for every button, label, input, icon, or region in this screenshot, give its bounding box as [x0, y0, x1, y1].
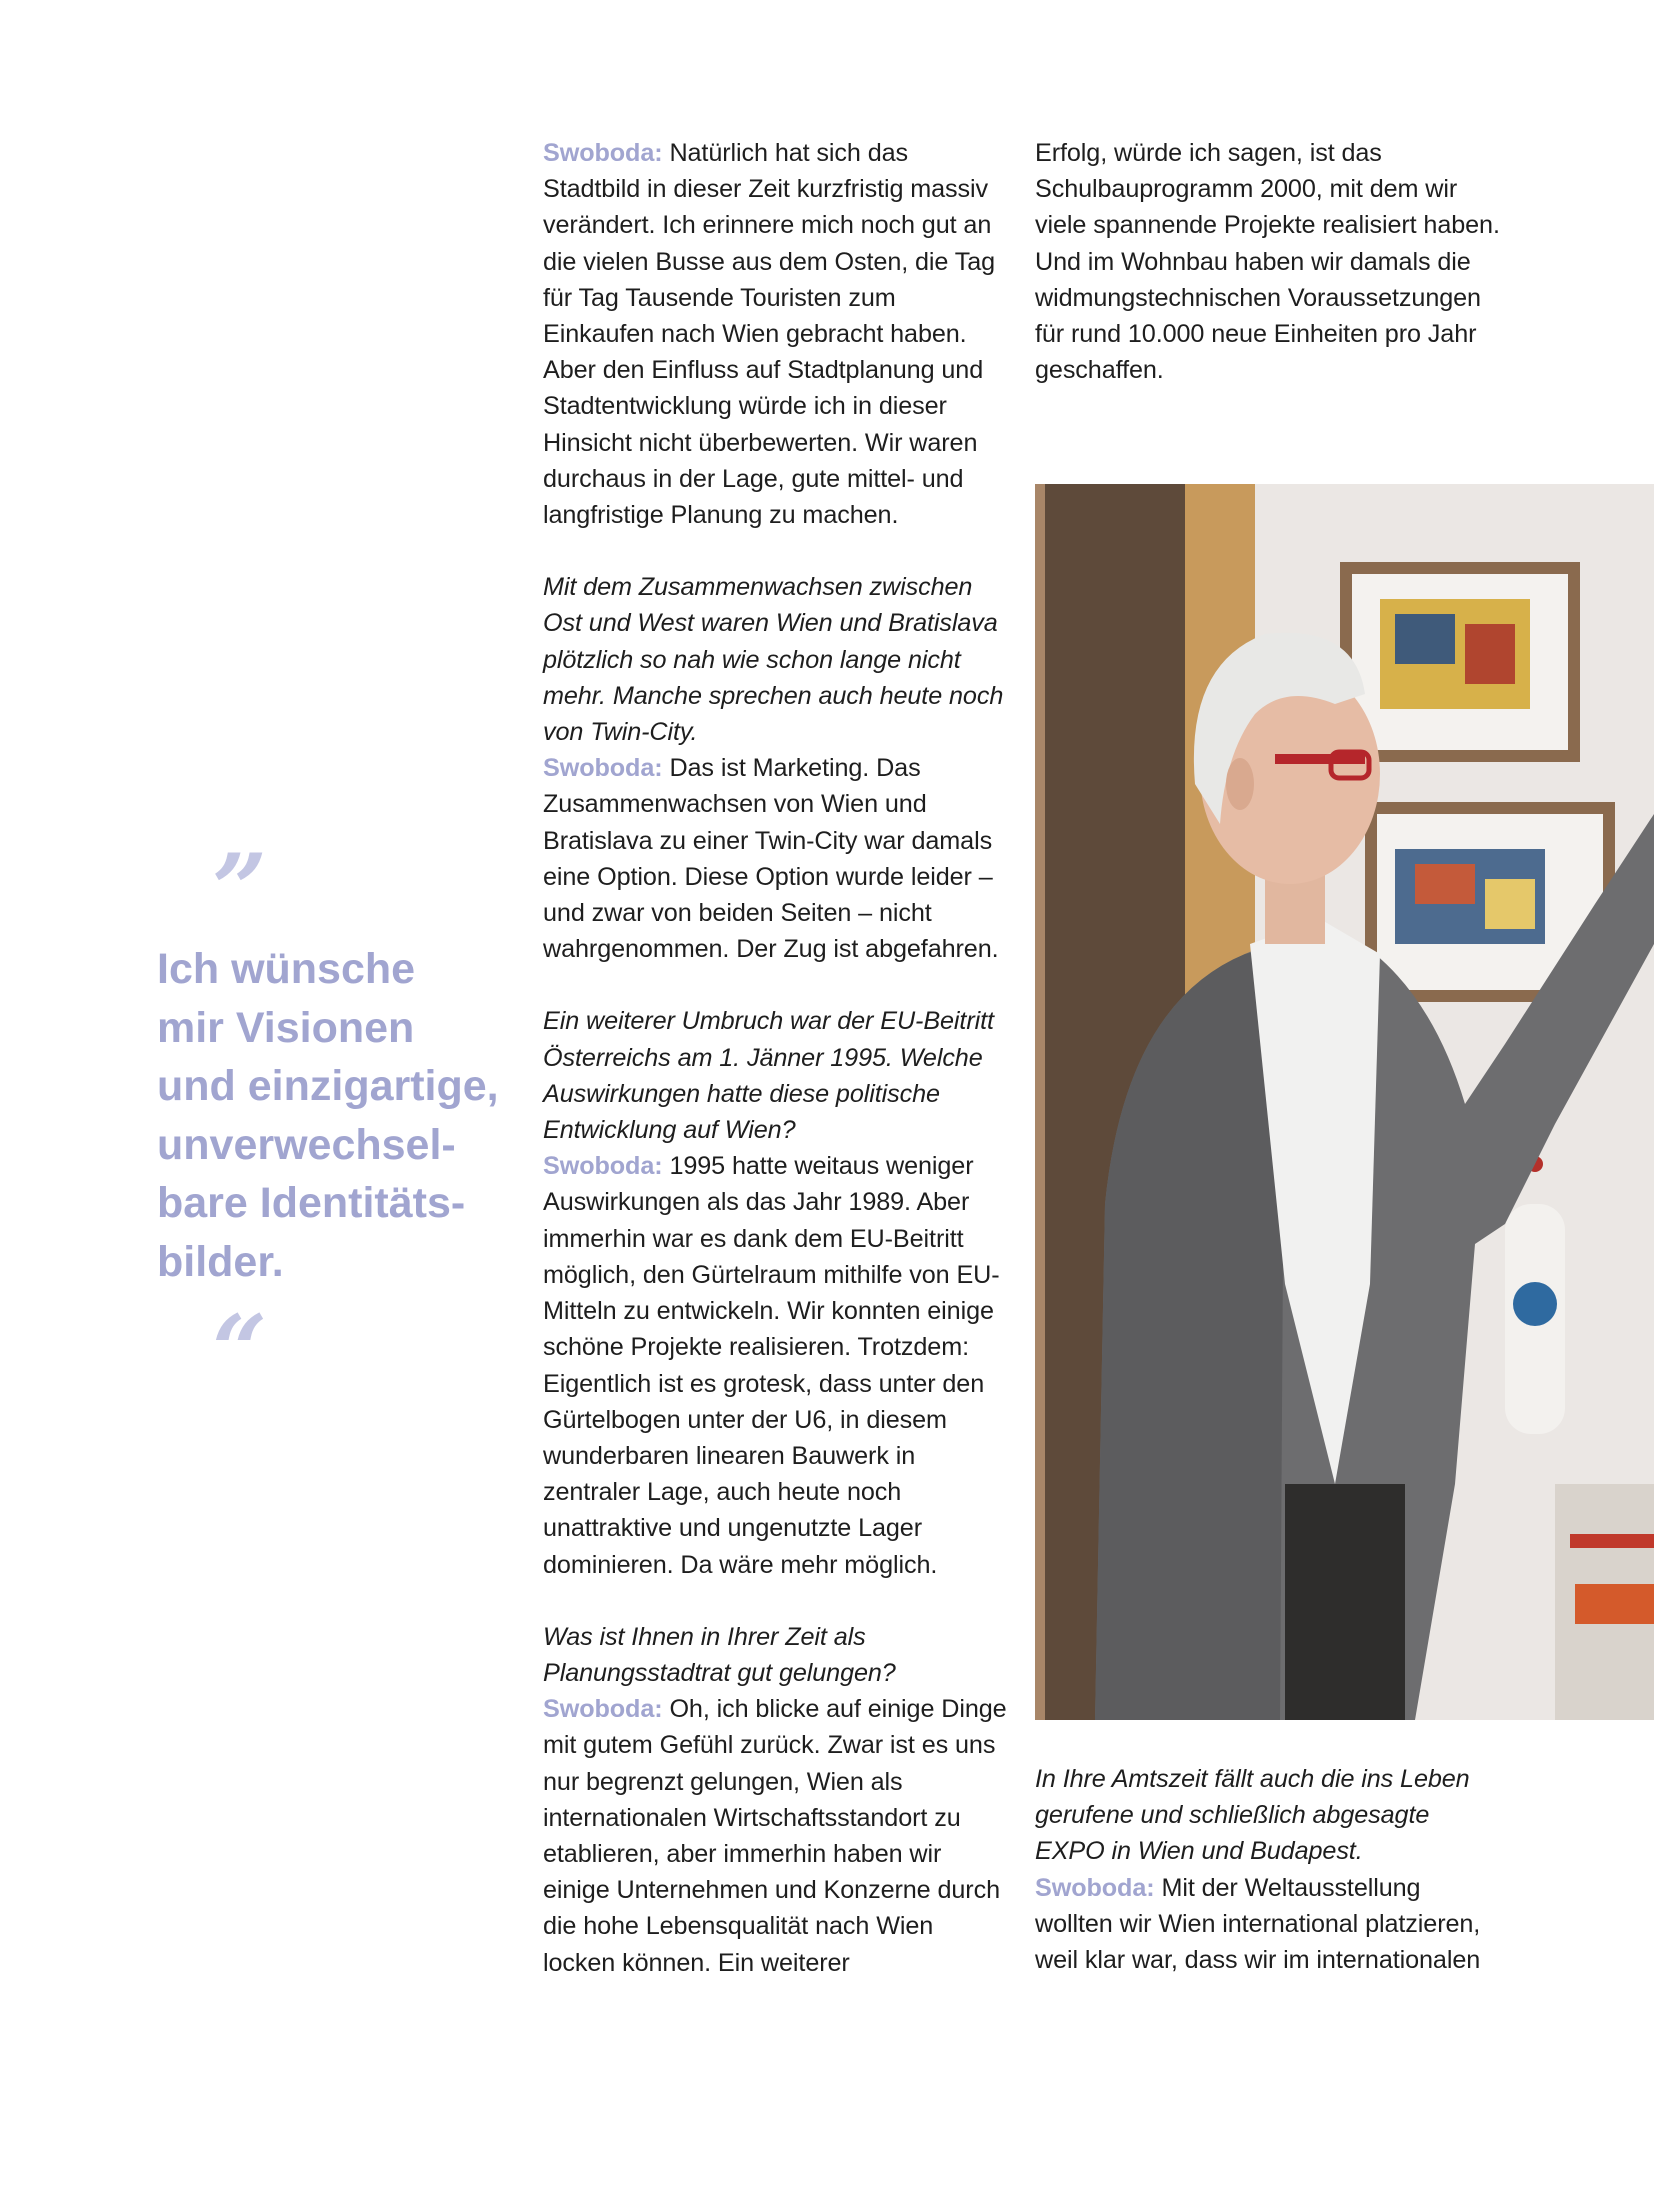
article-column-right-bottom: [1035, 1761, 1505, 1978]
portrait-photo-illustration: [1035, 484, 1654, 1720]
pull-quote-line: und einzigartige,: [157, 1062, 499, 1110]
pull-quote-text: [157, 940, 517, 1291]
continuation-text: Erfolg, würde ich sagen, ist das Schulbauprogramm 2000, mit dem wir viele spannende Projekte realisiert haben. Und im Wohnbau haben wir damals die widmungstechnischen Voraussetzungen für rund 10.000 neue Einheiten pro Jahr geschaffen.: [1035, 139, 1500, 385]
speaker-label: Swoboda:: [543, 1695, 663, 1724]
pull-quote-line: bilder.: [157, 1237, 284, 1286]
answer-paragraph: [1035, 1870, 1505, 1979]
answer-text: Natürlich hat sich das Stadtbild in dieser Zeit kurzfristig massiv verändert. Ich erinnere mich noch gut an die vielen Busse aus dem Osten, die Tag für Tag Tausende Touristen zum Einkaufen nach Wien gebracht haben. Aber den Einfluss auf Stadtplanung und Stadtentwicklung würde ich in dieser Hinsicht nicht überbewerten. Wir waren durchaus in der Lage, gute mittel- und langfristige Planung zu machen.: [543, 139, 996, 530]
question-text: In Ihre Amtszeit fällt auch die ins Leben gerufene und schließlich abgesagte EXPO in Wien und Budapest.: [1035, 1765, 1470, 1866]
question-text: Was ist Ihnen in Ihrer Zeit als Planungsstadtrat gut gelungen?: [543, 1622, 896, 1687]
open-quote-mark: ”: [212, 833, 268, 946]
speaker-label: Swoboda:: [543, 754, 663, 783]
speaker-label: Swoboda:: [1035, 1873, 1155, 1902]
answer-paragraph: [543, 135, 1009, 533]
answer-paragraph: [543, 1148, 1009, 1582]
pull-quote: [157, 833, 517, 1407]
article-column-left: [543, 135, 1009, 1981]
answer-text: 1995 hatte weitaus weniger Auswirkungen als das Jahr 1989. Aber immerhin war es dank dem EU-Beitritt möglich, den Gürtelraum mithilfe von EU-Mitteln zu entwickeln. Wir konnten einige schöne Projekte realisieren. Trotzdem: Eigentlich ist es grotesk, dass unter den Gürtelbogen unter der U6, in diesem wunderbaren linearen Bauwerk in zentraler Lage, auch heute noch unattraktive und ungenutzte Lager dominieren. Da wäre mehr möglich.: [543, 1152, 1000, 1579]
pull-quote-line: Ich wünsche: [157, 945, 416, 993]
answer-text: Das ist Marketing. Das Zusammenwachsen von Wien und Bratislava zu einer Twin-City war damals eine Option. Diese Option wurde leider – und zwar von beiden Seiten – nicht wahrgenommen. Der Zug ist abgefahren.: [543, 754, 999, 964]
close-quote-mark: “: [212, 1294, 268, 1407]
portrait-photo: [1035, 484, 1654, 1720]
question-text: Mit dem Zusammenwachsen zwischen Ost und West waren Wien und Bratislava plötzlich so nah wie schon lange nicht mehr. Manche sprechen auch heute noch von Twin-City.: [543, 573, 1004, 747]
answer-paragraph: [543, 1691, 1009, 1981]
question-text: Ein weiterer Umbruch war der EU-Beitritt Österreichs am 1. Jänner 1995. Welche Auswirkungen hatte diese politische Entwicklung auf Wien?: [543, 1007, 994, 1145]
answer-text: Mit der Weltausstellung wollten wir Wien international platzieren, weil klar war, dass wir im internationalen: [1035, 1873, 1481, 1975]
answer-paragraph: [543, 750, 1009, 967]
speaker-label: Swoboda:: [543, 1152, 663, 1181]
pull-quote-line: mir Visionen: [157, 1003, 415, 1052]
article-column-right-top: [1035, 135, 1505, 388]
pull-quote-line: bare Identitäts-: [157, 1179, 466, 1227]
answer-text: Oh, ich blicke auf einige Dinge mit gutem Gefühl zurück. Zwar ist es uns nur begrenzt gelungen, Wien als internationalen Wirtschaftsstandort zu etablieren, aber immerhin haben wir einige Unternehmen und Konzerne durch die hohe Lebensqualität nach Wien locken können. Ein weiterer: [543, 1695, 1007, 1977]
pull-quote-line: unverwechsel-: [157, 1120, 456, 1169]
speaker-label: Swoboda:: [543, 139, 663, 167]
